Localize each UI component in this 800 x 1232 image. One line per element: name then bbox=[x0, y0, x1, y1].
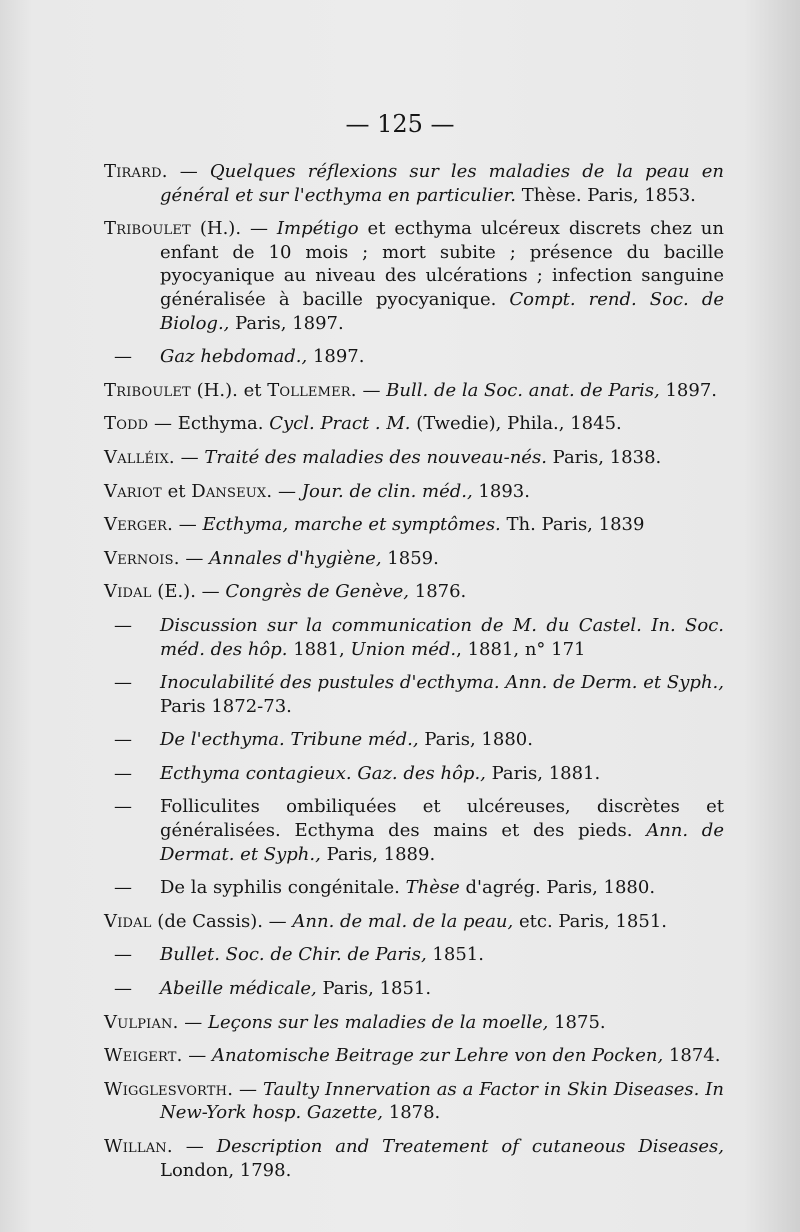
author-name: Valléix. bbox=[104, 446, 175, 468]
work-title: Thèse bbox=[405, 877, 460, 899]
bibliography-subentry: — De la syphilis congénitale. Thèse d'agrég. Paris, 1880. bbox=[114, 877, 656, 899]
ditto-dash: — bbox=[114, 877, 132, 899]
bibliography-subentry: — Abeille médicale, Paris, 1851. bbox=[114, 978, 432, 1000]
bibliography-subentry: — Gaz hebdomad., 1897. bbox=[114, 346, 365, 368]
ditto-dash: — bbox=[114, 978, 132, 1000]
author-name: Wigglesvorth. bbox=[104, 1078, 234, 1100]
journal-title: Compt. rend. Soc. de Biolog., bbox=[160, 288, 724, 334]
journal-title: Cycl. Pract . M. bbox=[269, 413, 411, 435]
author-name: Todd bbox=[104, 413, 149, 435]
bibliography-list bbox=[104, 160, 724, 1192]
ditto-dash: — bbox=[114, 672, 132, 694]
journal-title: Gaz hebdomad., bbox=[160, 346, 308, 368]
ditto-dash: — bbox=[114, 614, 132, 636]
bibliography-entry: Vidal (E.). — Congrès de Genève, 1876. bbox=[104, 581, 467, 603]
work-title: Description and Treatement of cutaneous Diseases, bbox=[216, 1136, 724, 1157]
bibliography-subentry: — De l'ecthyma. Tribune méd., Paris, 1880. bbox=[114, 729, 533, 751]
author-name: Vidal bbox=[104, 581, 152, 603]
work-title: Quelques réflexions sur les maladies de la peau en général et sur l'ecthyma en particulier. bbox=[160, 161, 724, 206]
author-name: Vernois. bbox=[104, 547, 180, 569]
bibliography-entry: Vulpian. — Leçons sur les maladies de la moelle, 1875. bbox=[104, 1011, 606, 1033]
bibliography-entry: Triboulet (H.). et Tollemer. — Bull. de la Soc. anat. de Paris, 1897. bbox=[104, 379, 717, 401]
work-title: Congrès de Genève, bbox=[225, 581, 410, 603]
work-title: Ecthyma contagieux. Gaz. des hôp., bbox=[160, 762, 486, 784]
author-name: Vidal bbox=[104, 910, 152, 932]
journal-title: Ann. de Dermat. et Syph., bbox=[160, 820, 724, 865]
ditto-dash: — bbox=[114, 762, 132, 784]
ditto-dash: — bbox=[114, 944, 132, 966]
work-title: Impétigo bbox=[276, 218, 359, 240]
bibliography-entry: Valléix. — Traité des maladies des nouveau-nés. Paris, 1838. bbox=[104, 446, 662, 468]
work-title: Taulty Innervation as a Factor in Skin Diseases. In New-York hosp. Gazette, bbox=[160, 1078, 724, 1124]
author-name: Vulpian. bbox=[104, 1011, 179, 1033]
coauthor-name: Danseux. bbox=[191, 480, 273, 502]
ditto-dash: — bbox=[114, 729, 132, 751]
bibliography-entry: Vernois. — Annales d'hygiène, 1859. bbox=[104, 547, 439, 569]
bibliography-entry: Vidal (de Cassis). — Ann. de mal. de la peau, etc. Paris, 1851. bbox=[104, 910, 667, 932]
author-name: Tirard. bbox=[104, 161, 168, 182]
bibliography-entry: Variot et Danseux. — Jour. de clin. méd., 1893. bbox=[104, 480, 530, 502]
bibliography-entry: Willan. — Description and Treatement of cutaneous Diseases, London, 1798. bbox=[104, 1136, 724, 1181]
journal-title: Bullet. Soc. de Chir. de Paris, bbox=[160, 944, 427, 966]
journal-title: Ann. de mal. de la peau, bbox=[292, 910, 514, 932]
journal-title: Jour. de clin. méd., bbox=[301, 480, 473, 502]
bibliography-subentry: — Bullet. Soc. de Chir. de Paris, 1851. bbox=[114, 944, 484, 966]
bibliography-subentry: — Folliculites ombiliquées et ulcéreuses, discrètes et généralisées. Ecthyma des mains et des pieds. Ann. de Dermat. et Syph., Paris, 1889. bbox=[114, 796, 724, 865]
ditto-dash: — bbox=[114, 346, 132, 368]
journal-title: Abeille médicale, bbox=[160, 978, 317, 1000]
bibliography-entry: Triboulet (H.). — Impétigo et ecthyma ulcéreux discrets chez un enfant de 10 mois ; mort subite ; présence du bacille pyocyanique au niveau des ulcérations ; infection sanguine généralisée à bacille pyocyanique. Compt. rend. Soc. de Biolog., Paris, 1897. bbox=[104, 218, 724, 334]
journal-title: Bull. de la Soc. anat. de Paris, bbox=[386, 379, 660, 401]
author-name: Willan. bbox=[104, 1136, 173, 1157]
work-title: Leçons sur les maladies de la moelle, bbox=[208, 1011, 549, 1033]
bibliography-entry: Weigert. — Anatomische Beitrage zur Lehre von den Pocken, 1874. bbox=[104, 1045, 721, 1067]
work-title: Traité des maladies des nouveau-nés. bbox=[204, 446, 547, 468]
author-name: Weigert. bbox=[104, 1045, 183, 1067]
journal-title: Union méd. bbox=[350, 638, 457, 660]
author-name: Triboulet bbox=[104, 218, 191, 240]
bibliography-entry: Wigglesvorth. — Taulty Innervation as a Factor in Skin Diseases. In New-York hosp. Gazette, 1878. bbox=[104, 1078, 724, 1124]
journal-title: Annales d'hygiène, bbox=[209, 547, 382, 569]
author-name: Verger. bbox=[104, 514, 174, 536]
bibliography-entry: Todd — Ecthyma. Cycl. Pract . M. (Twedie), Phila., 1845. bbox=[104, 413, 622, 435]
bibliography-entry: Tirard. — Quelques réflexions sur les maladies de la peau en général et sur l'ecthyma en particulier. Thèse. Paris, 1853. bbox=[104, 161, 724, 206]
ditto-dash: — bbox=[114, 796, 132, 818]
bibliography-entry: Verger. — Ecthyma, marche et symptômes. Th. Paris, 1839 bbox=[104, 514, 645, 536]
author-name: Triboulet bbox=[104, 379, 191, 401]
work-title: Anatomische Beitrage zur Lehre von den Pocken, bbox=[212, 1045, 664, 1067]
bibliography-subentry: — Discussion sur la communication de M. du Castel. In. Soc. méd. des hôp. 1881, Union méd., 1881, n° 171 bbox=[114, 614, 724, 660]
work-title: Inoculabilité des pustules d'ecthyma. Ann. de Derm. et Syph., bbox=[160, 672, 724, 694]
page-number: — 125 — bbox=[345, 110, 455, 138]
work-title: Discussion sur la communication de M. du Castel. In. Soc. méd. des hôp. bbox=[160, 614, 724, 660]
bibliography-subentry: — Ecthyma contagieux. Gaz. des hôp., Paris, 1881. bbox=[114, 762, 601, 784]
work-title: Ecthyma, marche et symptômes. bbox=[202, 514, 501, 536]
bibliography-subentry: — Inoculabilité des pustules d'ecthyma. Ann. de Derm. et Syph., Paris 1872-73. bbox=[114, 672, 724, 717]
coauthor-name: Tollemer. bbox=[267, 379, 357, 401]
author-name: Variot bbox=[104, 480, 162, 502]
work-title: De l'ecthyma. Tribune méd., bbox=[160, 729, 419, 751]
